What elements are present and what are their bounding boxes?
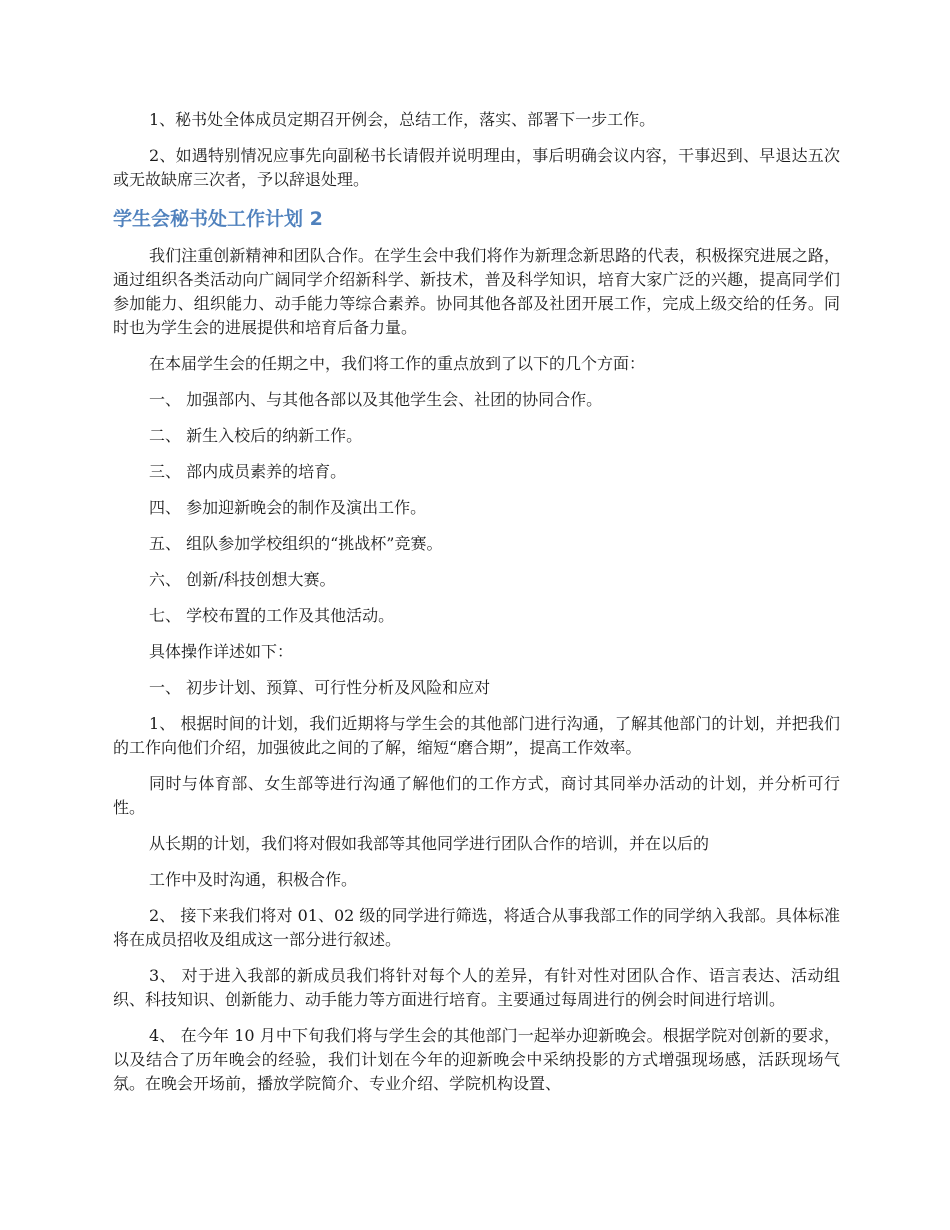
list-item: 六、 创新/科技创想大赛。 — [149, 570, 336, 589]
list-item: 一、 加强部内、与其他各部以及其他学生会、社团的协同合作。 — [149, 390, 603, 409]
paragraph: 2、 接下来我们将对 01、02 级的同学进行筛选，将适合从事我部工作的同学纳入我部。具体标准将在成员招收及组成这一部分进行叙述。 — [113, 906, 840, 949]
paragraph: 在本届学生会的任期之中，我们将工作的重点放到了以下的几个方面： — [149, 354, 646, 373]
paragraph: 一、 初步计划、预算、可行性分析及风险和应对 — [149, 678, 491, 697]
paragraph: 1、秘书处全体成员定期召开例会，总结工作，落实、部署下一步工作。 — [149, 110, 656, 129]
document-page — [113, 108, 840, 1108]
paragraph: 3、 对于进入我部的新成员我们将针对每个人的差异，有针对性对团队合作、语言表达、活动组织、科技知识、创新能力、动手能力等方面进行培育。主要通过每周进行的例会时间进行培训。 — [113, 966, 840, 1009]
paragraph: 我们注重创新精神和团队合作。在学生会中我们将作为新理念新思路的代表，积极探究进展之路，通过组织各类活动向广阔同学介绍新科学、新技术，普及科学知识，培育大家广泛的兴趣，提高同学们参加能力、组织能力、动手能力等综合素养。协同其他各部及社团开展工作，完成上级交给的任务。同时也为学生会的进展提供和培育后备力量。 — [113, 246, 840, 337]
paragraph: 工作中及时沟通，积极合作。 — [149, 870, 358, 889]
paragraph: 2、如遇特别情况应事先向副秘书长请假并说明理由，事后明确会议内容，干事迟到、早退达五次或无故缺席三次者，予以辞退处理。 — [113, 146, 840, 189]
paragraph: 具体操作详述如下： — [149, 642, 294, 661]
list-item: 二、 新生入校后的纳新工作。 — [149, 426, 363, 445]
section-heading: 学生会秘书处工作计划 2 — [113, 208, 323, 230]
paragraph: 从长期的计划，我们将对假如我部等其他同学进行团队合作的培训，并在以后的 — [149, 834, 710, 853]
list-item: 四、 参加迎新晚会的制作及演出工作。 — [149, 498, 427, 517]
list-item: 五、 组队参加学校组织的“挑战杯”竞赛。 — [149, 534, 443, 553]
paragraph: 4、 在今年 10 月中下旬我们将与学生会的其他部门一起举办迎新晚会。根据学院对创新的要求，以及结合了历年晚会的经验，我们计划在今年的迎新晚会中采纳投影的方式增强现场感，活跃现场气氛。在晚会开场前，播放学院简介、专业介绍、学院机构设置、 — [113, 1026, 840, 1093]
list-item: 三、 部内成员素养的培育。 — [149, 462, 347, 481]
paragraph: 同时与体育部、女生部等进行沟通了解他们的工作方式，商讨其同举办活动的计划，并分析可行性。 — [113, 774, 840, 817]
paragraph: 1、 根据时间的计划，我们近期将与学生会的其他部门进行沟通，了解其他部门的计划，并把我们的工作向他们介绍，加强彼此之间的了解，缩短“磨合期”，提高工作效率。 — [113, 714, 840, 757]
list-item: 七、 学校布置的工作及其他活动。 — [149, 606, 395, 625]
